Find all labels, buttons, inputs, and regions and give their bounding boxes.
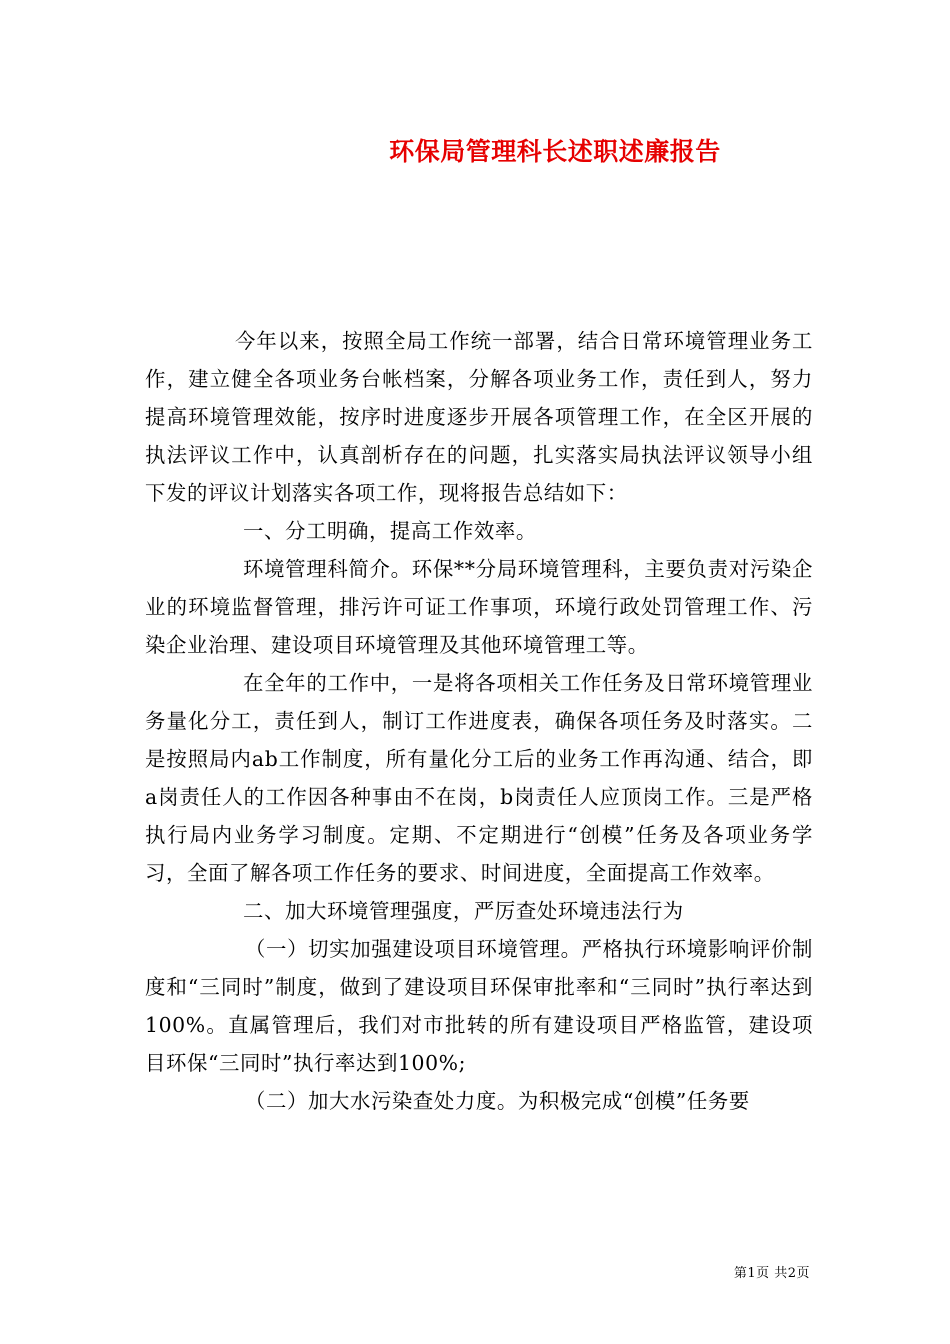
section-heading-1: 一、分工明确，提高工作效率。 [243,519,537,543]
page-number-footer: 第1页 共2页 [733,1266,810,1281]
paragraph-intro: 今年以来，按照全局工作统一部署，结合日常环境管理业务工作，建立健全各项业务台帐档案，分解各项业务工作，责任到人，努力提高环境管理效能，按序时进度逐步开展各项管理工作，在全区开展的执法评议工作中，认真剖析存在的问题，扎实落实局执法评议领导小组下发的评议计划落实各项工作，现将报告总结如下： [145,329,813,505]
paragraph-annual-work: 在全年的工作中，一是将各项相关工作任务及日常环境管理业务量化分工，责任到人，制订工作进度表，确保各项任务及时落实。二是按照局内ab工作制度，所有量化分工后的业务工作再沟通、结合，即a岗责任人的工作因各种事由不在岗，b岗责任人应顶岗工作。三是严格执行局内业务学习制度。定期、不定期进行“创模”任务及各项业务学习，全面了解各项工作任务的要求、时间进度，全面提高工作效率。 [145,671,813,885]
paragraph-construction-projects: （一）切实加强建设项目环境管理。严格执行环境影响评价制度和“三同时”制度，做到了建设项目环保审批率和“三同时”执行率达到100%。直属管理后，我们对市批转的所有建设项目严格监管，建设项目环保“三同时”执行率达到100%; [145,937,813,1075]
section-heading-2: 二、加大环境管理强度，严厉查处环境违法行为 [243,899,684,923]
document-body [145,322,813,1120]
document-title: 环保局管理科长述职述廉报告 [389,137,721,166]
paragraph-department-intro: 环境管理科简介。环保**分局环境管理科，主要负责对污染企业的环境监督管理，排污许可证工作事项，环境行政处罚管理工作、污染企业治理、建设项目环境管理及其他环境管理工等。 [145,557,813,657]
paragraph-water-pollution: （二）加大水污染查处力度。为积极完成“创模”任务要 [245,1089,750,1113]
